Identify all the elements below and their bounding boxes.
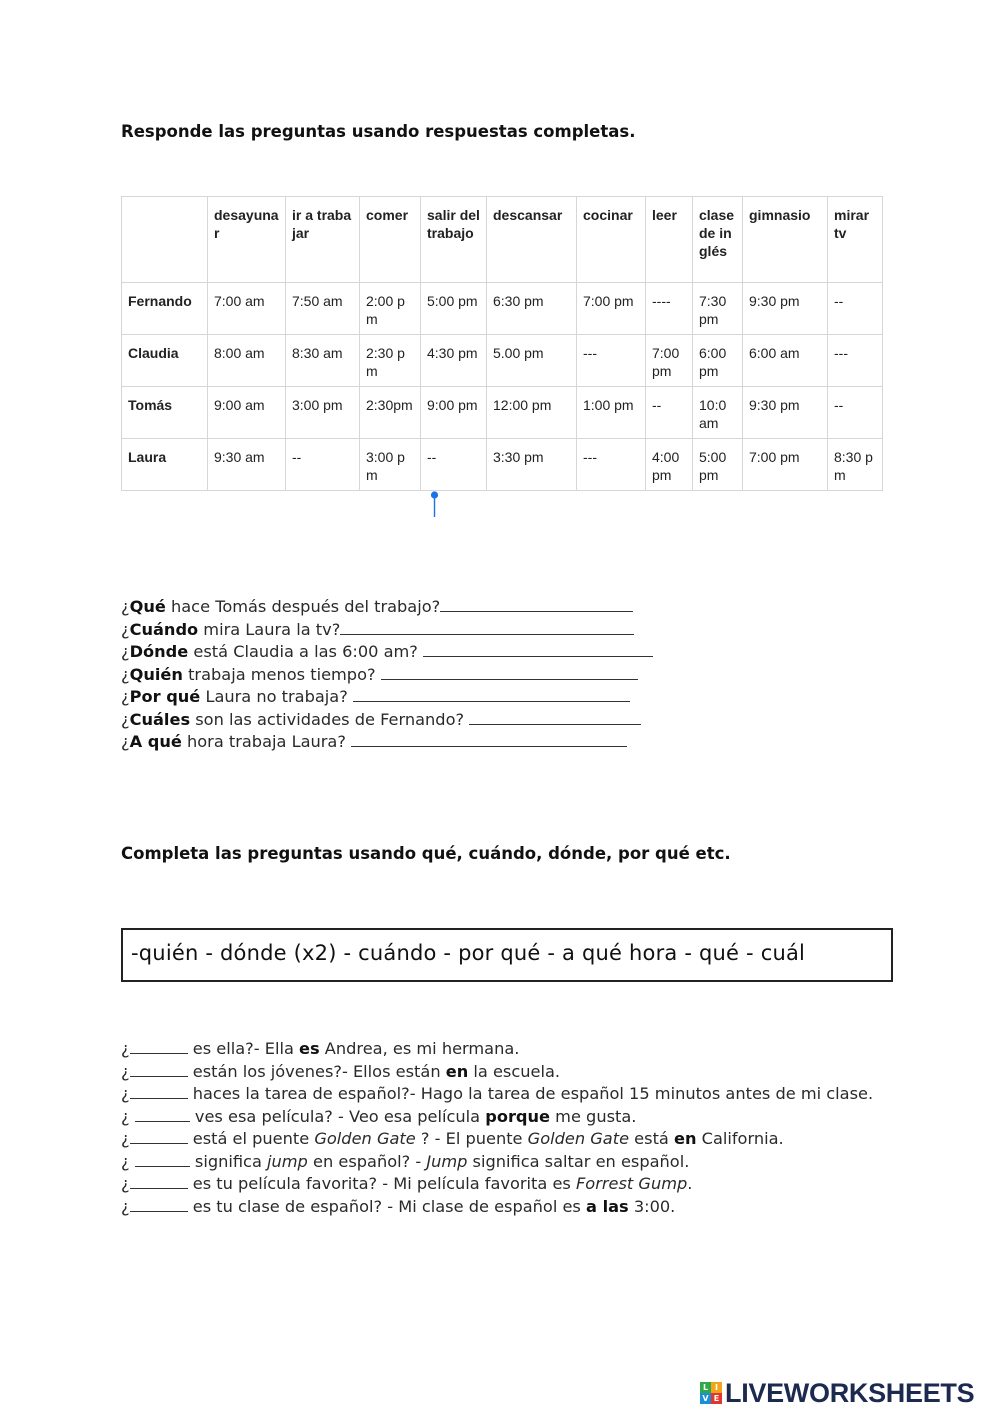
question-line: ¿A qué hora trabaja Laura? bbox=[121, 731, 653, 754]
exercise-line: ¿ ves esa película? - Veo esa película porque me gusta. bbox=[121, 1106, 637, 1126]
logo-mark-icon bbox=[700, 1382, 722, 1404]
exercise-list bbox=[121, 1038, 891, 1218]
table-cell: 2:00 pm bbox=[360, 283, 421, 335]
exercise-line: ¿ es ella?- Ella es Andrea, es mi hermana. bbox=[121, 1039, 520, 1058]
table-cell: 4:00 pm bbox=[646, 439, 693, 491]
table-cell: 7:00 pm bbox=[646, 335, 693, 387]
table-header-cell: gimnasio bbox=[743, 197, 828, 283]
question-line: ¿Dónde está Claudia a las 6:00 am? bbox=[121, 641, 653, 664]
logo-text: LIVEWORKSHEETS bbox=[725, 1377, 975, 1408]
table-cell: --- bbox=[577, 439, 646, 491]
answer-blank[interactable] bbox=[469, 709, 641, 725]
answer-blank[interactable] bbox=[130, 1196, 188, 1212]
table-cell: 6:30 pm bbox=[487, 283, 577, 335]
row-name-cell: Fernando bbox=[122, 283, 208, 335]
logo-letter: V bbox=[700, 1393, 711, 1404]
table-corner-cell bbox=[122, 197, 208, 283]
answer-blank[interactable] bbox=[130, 1083, 188, 1099]
table-cell: --- bbox=[577, 335, 646, 387]
table-header-row bbox=[122, 197, 883, 283]
section2-heading: Completa las preguntas usando qué, cuándo, dónde, por qué etc. bbox=[121, 844, 731, 863]
answer-blank[interactable] bbox=[130, 1173, 188, 1189]
answer-blank[interactable] bbox=[440, 596, 633, 612]
table-row bbox=[122, 335, 883, 387]
table-cell: 5:00 pm bbox=[421, 283, 487, 335]
table-cell: 2:30 pm bbox=[360, 335, 421, 387]
table-cell: 9:30 am bbox=[208, 439, 286, 491]
table-cell: 12:00 pm bbox=[487, 387, 577, 439]
table-row bbox=[122, 439, 883, 491]
answer-blank[interactable] bbox=[130, 1061, 188, 1077]
exercise-line: ¿ están los jóvenes?- Ellos están en la escuela. bbox=[121, 1061, 561, 1081]
answer-blank[interactable] bbox=[353, 686, 630, 702]
table-cell: 2:30pm bbox=[360, 387, 421, 439]
logo-letter: E bbox=[711, 1393, 722, 1404]
table-cell: 8:30 am bbox=[286, 335, 360, 387]
exercise-line: ¿ significa jump en español? - Jump significa saltar en español. bbox=[121, 1151, 690, 1171]
question-line: ¿Por qué Laura no trabaja? bbox=[121, 686, 653, 709]
question-list bbox=[121, 596, 653, 754]
table-header-cell: clase de inglés bbox=[693, 197, 743, 283]
table-cell: 9:30 pm bbox=[743, 283, 828, 335]
answer-blank[interactable] bbox=[381, 664, 638, 680]
table-header-cell: desayunar bbox=[208, 197, 286, 283]
table-cell: 7:30 pm bbox=[693, 283, 743, 335]
table-cell: 4:30 pm bbox=[421, 335, 487, 387]
table-cell: --- bbox=[828, 335, 883, 387]
table-cell: 9:30 pm bbox=[743, 387, 828, 439]
table-cell: 6:00 pm bbox=[693, 335, 743, 387]
table-header-cell: mirar tv bbox=[828, 197, 883, 283]
table-row bbox=[122, 283, 883, 335]
question-line: ¿Cuáles son las actividades de Fernando? bbox=[121, 709, 653, 732]
exercise-line: ¿ haces la tarea de español?- Hago la tarea de español 15 minutos antes de mi clase. bbox=[121, 1084, 874, 1103]
word-bank bbox=[121, 928, 893, 982]
logo-letter: I bbox=[711, 1382, 722, 1393]
answer-blank[interactable] bbox=[351, 731, 627, 747]
table-cell: -- bbox=[646, 387, 693, 439]
table-cell: -- bbox=[828, 283, 883, 335]
liveworksheets-logo bbox=[700, 1378, 974, 1408]
word-bank-text: -quién - dónde (x2) - cuándo - por qué - a qué hora - qué - cuál bbox=[131, 941, 806, 965]
table-cell: 7:50 am bbox=[286, 283, 360, 335]
logo-letter: L bbox=[700, 1382, 711, 1393]
table-cell: 8:30 pm bbox=[828, 439, 883, 491]
answer-blank[interactable] bbox=[130, 1038, 188, 1054]
table-cell: -- bbox=[828, 387, 883, 439]
answer-blank[interactable] bbox=[135, 1151, 190, 1167]
table-cell: 9:00 am bbox=[208, 387, 286, 439]
row-name-cell: Laura bbox=[122, 439, 208, 491]
table-cell: 7:00 am bbox=[208, 283, 286, 335]
table-cell: 9:00 pm bbox=[421, 387, 487, 439]
table-cell: 5.00 pm bbox=[487, 335, 577, 387]
table-cell: 3:30 pm bbox=[487, 439, 577, 491]
table-cell: 3:00 pm bbox=[360, 439, 421, 491]
table-cell: 3:00 pm bbox=[286, 387, 360, 439]
question-line: ¿Cuándo mira Laura la tv? bbox=[121, 619, 653, 642]
answer-blank[interactable] bbox=[340, 619, 634, 635]
table-cell: -- bbox=[421, 439, 487, 491]
table-cell: 6:00 am bbox=[743, 335, 828, 387]
row-name-cell: Claudia bbox=[122, 335, 208, 387]
table-header-cell: ir a trabajar bbox=[286, 197, 360, 283]
question-line: ¿Qué hace Tomás después del trabajo? bbox=[121, 596, 653, 619]
table-header-cell: descansar bbox=[487, 197, 577, 283]
table-header-cell: leer bbox=[646, 197, 693, 283]
question-line: ¿Quién trabaja menos tiempo? bbox=[121, 664, 653, 687]
section1-heading: Responde las preguntas usando respuestas completas. bbox=[121, 122, 636, 141]
table-cell: 10:0 am bbox=[693, 387, 743, 439]
answer-blank[interactable] bbox=[423, 641, 653, 657]
row-name-cell: Tomás bbox=[122, 387, 208, 439]
exercise-line: ¿ está el puente Golden Gate ? - El puente Golden Gate está en California. bbox=[121, 1129, 784, 1148]
table-cell: 5:00 pm bbox=[693, 439, 743, 491]
table-header-cell: salir del trabajo bbox=[421, 197, 487, 283]
table-cell: 7:00 pm bbox=[577, 283, 646, 335]
text-cursor-icon bbox=[430, 491, 439, 517]
table-header-cell: cocinar bbox=[577, 197, 646, 283]
table-cell: 7:00 pm bbox=[743, 439, 828, 491]
table-cell: 1:00 pm bbox=[577, 387, 646, 439]
table-cell: -- bbox=[286, 439, 360, 491]
exercise-line: ¿ es tu película favorita? - Mi película favorita es Forrest Gump. bbox=[121, 1174, 693, 1193]
exercise-line: ¿ es tu clase de español? - Mi clase de español es a las 3:00. bbox=[121, 1196, 676, 1216]
answer-blank[interactable] bbox=[135, 1106, 190, 1122]
answer-blank[interactable] bbox=[130, 1128, 188, 1144]
table-cell: ---- bbox=[646, 283, 693, 335]
schedule-table bbox=[121, 196, 883, 491]
table-header-cell: comer bbox=[360, 197, 421, 283]
table-cell: 8:00 am bbox=[208, 335, 286, 387]
table-row bbox=[122, 387, 883, 439]
